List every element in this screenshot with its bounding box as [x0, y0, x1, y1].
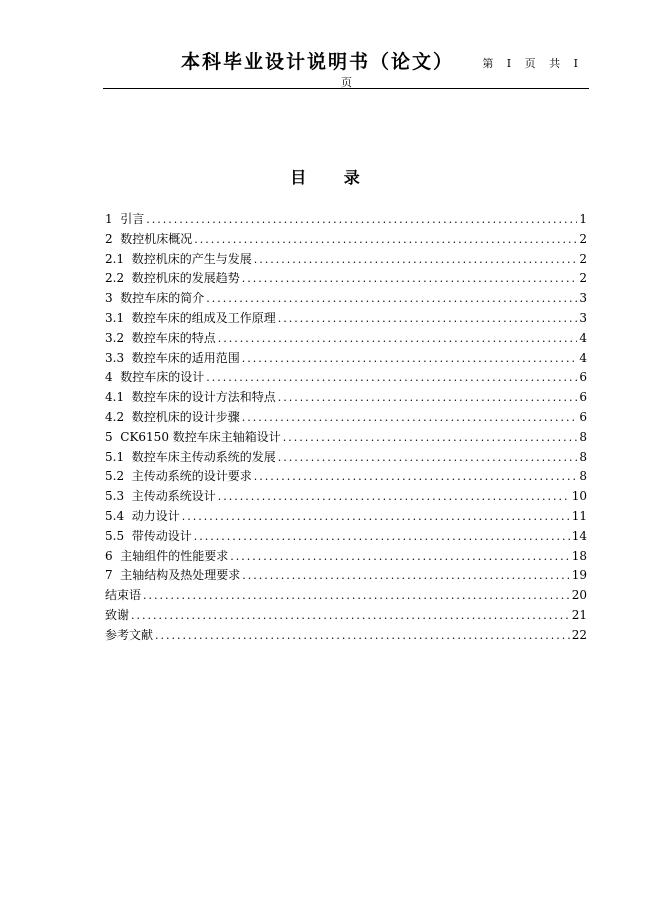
toc-entry-title: 数控车床的特点: [131, 330, 216, 345]
toc-entry-page: 3: [579, 310, 587, 325]
toc-entry[interactable]: [105, 289, 587, 309]
toc-entry[interactable]: [105, 408, 587, 428]
toc-dot-leader: [146, 210, 577, 230]
toc-dot-leader: [278, 388, 578, 408]
toc-entry[interactable]: [105, 527, 587, 547]
toc-dot-leader: [278, 448, 578, 468]
toc-entry-page: 2: [579, 271, 587, 286]
toc-entry-title: 数控车床的简介: [120, 291, 205, 306]
toc-entry-title: 引言: [120, 212, 145, 226]
toc-entry[interactable]: [105, 606, 587, 626]
toc-entry-number: 4.1: [105, 390, 132, 405]
toc-dot-leader: [182, 507, 570, 527]
toc-entry-number: 1: [105, 212, 121, 226]
toc-entry[interactable]: [105, 349, 587, 369]
toc-entry-page: 11: [571, 508, 587, 523]
toc-entry-number: 6: [105, 548, 121, 563]
toc-entry-page: 8: [579, 449, 587, 464]
toc-dot-leader: [218, 487, 570, 507]
toc-dot-leader: [242, 408, 578, 428]
toc-entry-title: 数控车床的组成及工作原理: [131, 310, 276, 325]
toc-entry-title: 数控车床的适用范围: [131, 350, 240, 365]
toc-entry-page: 14: [571, 528, 587, 543]
toc-entry[interactable]: [105, 388, 587, 408]
toc-entry[interactable]: [105, 368, 587, 388]
toc-entry[interactable]: [105, 329, 587, 349]
toc-entry[interactable]: [105, 309, 587, 329]
toc-entry[interactable]: [105, 586, 587, 606]
toc-entry[interactable]: [105, 467, 587, 487]
toc-entry-title: CK6150 数控车床主轴箱设计: [120, 429, 281, 444]
toc-entry-page: 4: [579, 350, 587, 365]
toc-dot-leader: [206, 368, 577, 388]
toc-entry-title: 致谢: [105, 607, 130, 622]
toc-entry[interactable]: [105, 487, 587, 507]
page-number-info-continued: 页: [341, 76, 352, 89]
toc-entry-number: 5.3: [105, 489, 132, 504]
toc-entry-page: 6: [579, 370, 587, 385]
toc-entry[interactable]: [105, 230, 587, 250]
toc-entry-page: 4: [579, 330, 587, 345]
toc-dot-leader: [254, 250, 578, 270]
toc-entry-page: 8: [579, 429, 587, 444]
toc-heading: 目 录: [290, 168, 376, 187]
toc-entry-title: 结束语: [105, 588, 142, 603]
toc-entry-page: 18: [571, 548, 587, 563]
toc-entry-title: 带传动设计: [131, 528, 192, 543]
toc-entry-number: 5.5: [105, 528, 132, 543]
toc-dot-leader: [283, 428, 578, 448]
toc-entry-page: 6: [579, 409, 587, 424]
toc-entry[interactable]: [105, 547, 587, 567]
toc-entry-title: 主轴组件的性能要求: [120, 548, 229, 563]
toc-entry-number: 3: [105, 291, 121, 306]
toc-entry-number: 2.2: [105, 271, 132, 286]
toc-entry[interactable]: [105, 428, 587, 448]
toc-dot-leader: [242, 269, 578, 289]
toc-entry-title: 数控车床主传动系统的发展: [131, 449, 276, 464]
toc-entry-title: 主传动系统的设计要求: [131, 469, 252, 484]
toc-entry-page: 1: [579, 212, 587, 226]
toc-entry-number: 3.1: [105, 310, 132, 325]
toc-entry-number: 5.2: [105, 469, 132, 484]
toc-entry-title: 数控车床的设计方法和特点: [131, 390, 276, 405]
toc-dot-leader: [230, 547, 569, 567]
toc-entry-number: 7: [105, 568, 121, 583]
toc-entry-number: 2.1: [105, 251, 132, 266]
toc-entry-page: 2: [579, 231, 587, 246]
toc-entry-title: 数控车床的设计: [120, 370, 205, 385]
toc-dot-leader: [242, 566, 569, 586]
header-divider: [103, 88, 589, 89]
page-number-info: 第 I 页 共 I: [482, 57, 583, 70]
toc-dot-leader: [143, 586, 570, 606]
toc-entry[interactable]: [105, 507, 587, 527]
toc-entry-number: 5.1: [105, 449, 132, 464]
toc-entry-page: 10: [571, 489, 587, 504]
toc-dot-leader: [206, 289, 577, 309]
toc-entry-title: 动力设计: [131, 508, 180, 523]
toc-entry[interactable]: [105, 210, 587, 230]
toc-entry-page: 21: [571, 607, 587, 622]
document-title: 本科毕业设计说明书（论文）: [181, 51, 455, 73]
toc-entry-title: 数控机床概况: [120, 231, 193, 246]
toc-entry[interactable]: [105, 269, 587, 289]
toc-dot-leader: [194, 527, 570, 547]
toc-entry-title: 主轴结构及热处理要求: [120, 568, 241, 583]
toc-entry-page: 3: [579, 291, 587, 306]
toc-dot-leader: [131, 606, 570, 626]
toc-entry-page: 8: [579, 469, 587, 484]
toc-entry-page: 19: [571, 568, 587, 583]
toc-entry-page: 20: [571, 588, 587, 603]
toc-entry-page: 6: [579, 390, 587, 405]
page-header: [103, 44, 589, 89]
toc-entry-title: 数控机床的发展趋势: [131, 271, 240, 286]
toc-entry[interactable]: [105, 626, 587, 646]
toc-dot-leader: [254, 467, 578, 487]
toc-entry[interactable]: [105, 448, 587, 468]
toc-entry-number: 4: [105, 370, 121, 385]
toc-entry-number: 5: [105, 429, 121, 444]
toc-entry-number: 5.4: [105, 508, 132, 523]
toc-entry-title: 参考文献: [105, 627, 154, 642]
toc-dot-leader: [218, 329, 578, 349]
toc-entry-number: 3.3: [105, 350, 132, 365]
toc-dot-leader: [194, 230, 577, 250]
toc-entry[interactable]: [105, 566, 587, 586]
toc-entry-title: 数控机床的产生与发展: [131, 251, 252, 266]
toc-entry-number: 2: [105, 231, 121, 246]
toc-dot-leader: [278, 309, 578, 329]
toc-entry-page: 22: [571, 627, 587, 642]
toc-entry-title: 主传动系统设计: [131, 489, 216, 504]
toc-dot-leader: [242, 349, 578, 369]
toc-entry-title: 数控机床的设计步骤: [131, 409, 240, 424]
toc-entry-number: 3.2: [105, 330, 132, 345]
toc-dot-leader: [155, 626, 570, 646]
toc-entry-number: 4.2: [105, 409, 132, 424]
toc-entry-page: 2: [579, 251, 587, 266]
table-of-contents: [105, 210, 587, 646]
toc-entry[interactable]: [105, 250, 587, 270]
